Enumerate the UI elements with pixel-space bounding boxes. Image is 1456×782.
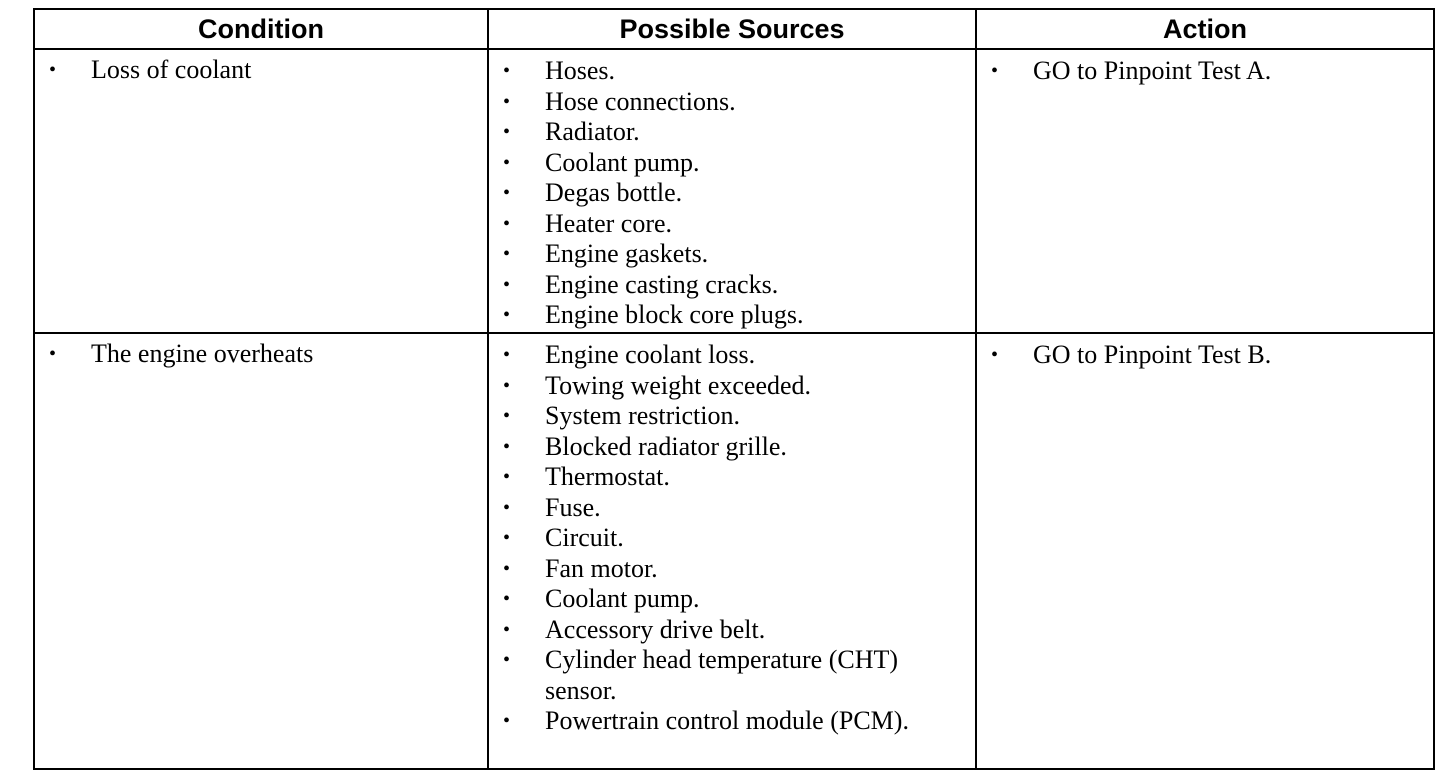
list-item: [489, 340, 975, 371]
list-item: [489, 300, 975, 331]
bullet-icon: •: [991, 60, 999, 82]
bullet-icon: •: [503, 466, 511, 488]
header-condition: Condition: [34, 9, 488, 49]
list-item: [977, 340, 1433, 371]
source-text: Engine coolant loss.: [545, 340, 756, 369]
list-item: [35, 339, 487, 370]
action-cell: [976, 333, 1434, 769]
list-item: [489, 87, 975, 118]
bullet-icon: •: [503, 496, 511, 519]
bullet-icon: •: [503, 121, 511, 143]
source-text: Coolant pump.: [545, 147, 700, 177]
bullet-icon: •: [503, 557, 511, 580]
source-text: Degas bottle.: [545, 178, 683, 207]
source-text: Accessory drive belt.: [545, 614, 766, 644]
list-item: [489, 148, 975, 179]
source-text: Towing weight exceeded.: [545, 370, 812, 400]
bullet-icon: •: [503, 527, 511, 549]
sources-list: [489, 56, 975, 331]
action-text: GO to Pinpoint Test B.: [1033, 340, 1272, 369]
bullet-icon: •: [49, 343, 57, 365]
source-text: Engine gaskets.: [545, 239, 709, 268]
list-item: [489, 493, 975, 524]
list-item: [489, 615, 975, 646]
bullet-icon: •: [503, 182, 511, 204]
bullet-icon: •: [49, 59, 57, 81]
bullet-icon: •: [503, 618, 511, 641]
source-text: System restriction.: [545, 401, 740, 430]
bullet-icon: •: [503, 273, 511, 296]
source-text: Coolant pump.: [545, 584, 700, 613]
bullet-icon: •: [503, 60, 511, 82]
list-item: [489, 706, 975, 737]
condition-text: Loss of coolant: [91, 55, 252, 84]
bullet-icon: •: [503, 588, 511, 610]
list-item: [489, 117, 975, 148]
bullet-icon: •: [503, 304, 511, 326]
action-list: [977, 56, 1433, 87]
condition-cell: [34, 49, 488, 333]
source-text: Radiator.: [545, 117, 640, 146]
header-row: [34, 9, 1434, 49]
list-item: [489, 554, 975, 585]
source-text: Engine casting cracks.: [545, 269, 779, 299]
condition-list: [35, 55, 487, 86]
list-item: [489, 523, 975, 554]
source-text: Fuse.: [545, 492, 601, 522]
bullet-icon: •: [503, 710, 511, 732]
sources-list: [489, 340, 975, 737]
source-text: Circuit.: [545, 523, 624, 552]
sources-cell: [488, 49, 976, 333]
source-text: Powertrain control module (PCM).: [545, 706, 909, 735]
condition-list: [35, 339, 487, 370]
bullet-icon: •: [503, 649, 511, 671]
bullet-icon: •: [503, 212, 511, 235]
bullet-icon: •: [503, 405, 511, 427]
list-item: [489, 239, 975, 270]
list-item: [489, 432, 975, 463]
list-item: [489, 462, 975, 493]
condition-cell: [34, 333, 488, 769]
source-text: Blocked radiator grille.: [545, 431, 787, 461]
bullet-icon: •: [503, 374, 511, 397]
bullet-icon: •: [503, 344, 511, 366]
source-text: Engine block core plugs.: [545, 300, 804, 329]
bullet-icon: •: [503, 90, 511, 113]
source-text: Hoses.: [545, 56, 616, 85]
list-item: [489, 56, 975, 87]
list-item: [489, 371, 975, 402]
bullet-icon: •: [503, 243, 511, 265]
list-item: [489, 584, 975, 615]
list-item: [35, 55, 487, 86]
header-action: Action: [976, 9, 1434, 49]
sources-cell: [488, 333, 976, 769]
source-text: Thermostat.: [545, 462, 670, 491]
action-list: [977, 340, 1433, 371]
list-item: [489, 270, 975, 301]
bullet-icon: •: [503, 435, 511, 458]
source-text: Hose connections.: [545, 86, 736, 116]
source-text: Heater core.: [545, 208, 673, 238]
source-text: Fan motor.: [545, 553, 658, 583]
table-row: [34, 49, 1434, 333]
list-item: [489, 178, 975, 209]
action-text: GO to Pinpoint Test A.: [1033, 56, 1272, 85]
condition-text: The engine overheats: [91, 339, 314, 368]
table-row: [34, 333, 1434, 769]
bullet-icon: •: [991, 344, 999, 366]
list-item: [489, 401, 975, 432]
bullet-icon: •: [503, 151, 511, 174]
source-text: Cylinder head temperature (CHT) sensor.: [545, 645, 899, 705]
action-cell: [976, 49, 1434, 333]
list-item: [977, 56, 1433, 87]
list-item: [489, 209, 975, 240]
diagnosis-table: [33, 8, 1435, 770]
list-item: [489, 645, 975, 706]
header-possible-sources: Possible Sources: [488, 9, 976, 49]
